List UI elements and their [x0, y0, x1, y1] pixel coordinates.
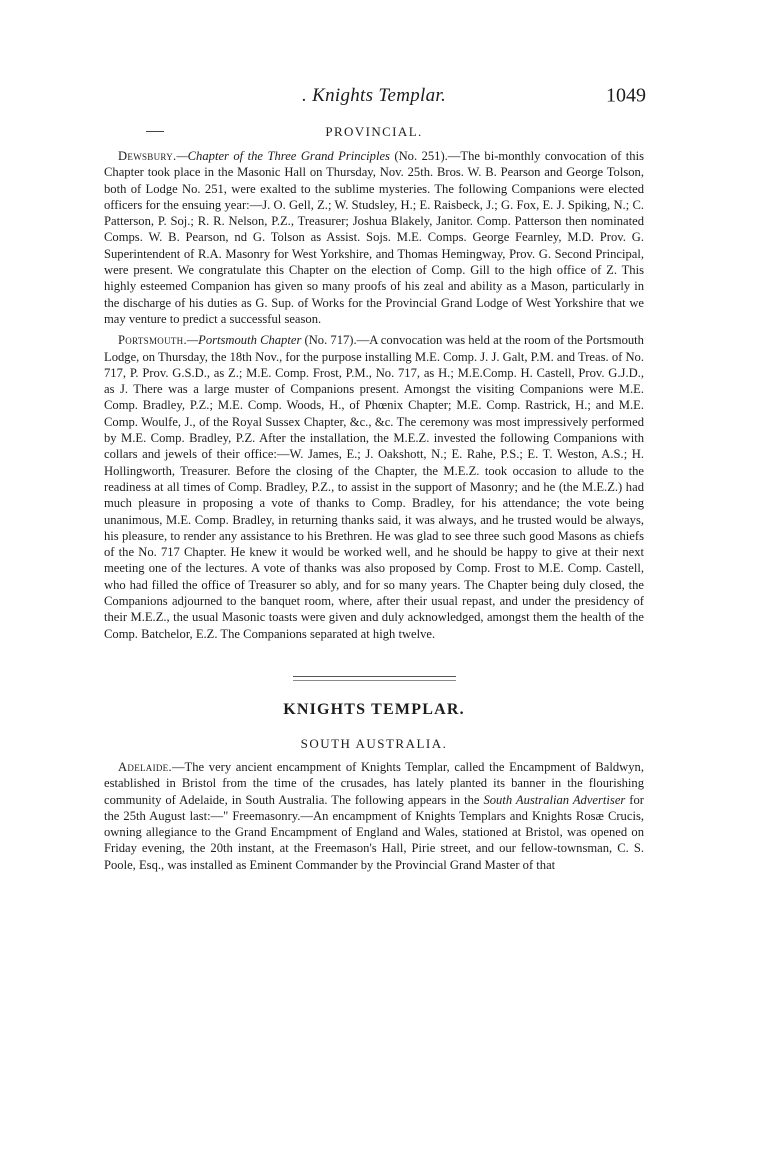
knights-templar-heading: KNIGHTS TEMPLAR.	[283, 700, 465, 718]
south-australia-heading: SOUTH AUSTRALIA.	[300, 735, 448, 751]
adelaide-text-after: for the 25th August last:—" Freemasonry.—An encampment of Knights Templars and Knights Rosæ Crucis, owning allegiance to the Grand Encampment of England and Wales, stationed at Bristol, was opened on Friday evening, the 20th instant, at the Freemason's Hall, Pirie street, and our fellow-townsman, C. S. Poole, Esq., was installed as Eminent Commander by the Provincial Grand Master of that	[104, 792, 644, 872]
section-divider	[293, 676, 456, 681]
newspaper-title: South Australian Advertiser	[483, 792, 626, 807]
portsmouth-text: (No. 717).—A convocation was held at the room of the Portsmouth Lodge, on Thursday, the 18th Nov., for the purpose installing M.E. Comp. J. J. Galt, P.M. and Treas. of No. 717, P. Prov. G.S.D., as Z.; M.E. Comp. Frost, P.M., No. 717, as H.; M.E.Comp. H. Castell, Prov. G.J.D., as J. There was a large muster of Companions present. Amongst the visiting Companions were M.E. Comp. Bradley, P.Z.; M.E. Comp. Woods, H., of Phœnix Chapter; M.E. Comp. Rastrick, H.; and M.E. Comp. Woulfe, J., of the Royal Sussex Chapter, &c., &c. The ceremony was most impressively performed by M.E. Comp. Bradley, P.Z. After the installation, the M.E.Z. invested the following Companions with collars and jewels of their office:—W. James, E.; J. Oakshott, N.; E. Rahe, P.S.; E. T. Weston, A.S.; H. Hollingworth, Treasurer. Before the closing of the Chapter, the M.E.Z. took occasion to allude to the readiness at all times of Comp. Bradley, P.Z., to assist in the support of Masonry; and he (the M.E.Z.) had much pleasure in proposing a vote of thanks to Comp. Bradley, for his attendance; the vote being unanimous, M.E. Comp. Bradley, in returning thanks said, it was always, and he trusted would be always, his pleasure, to render any assistance to his Brethren. He was glad to see three such good Masons as chiefs of the No. 717 Chapter. He knew it would be worked well, and he should be happy to give at their next meeting one of the lectures. A vote of thanks was also proposed by Comp. Frost to M.E. Comp. Castell, who had filled the office of Treasurer so ably, and for so many years. The Chapter being duly closed, the Companions adjourned to the banquet room, where, after their usual repast, and under the presidency of their M.E.Z., the usual Masonic toasts were given and duly acknowledged, amongst them the health of the Comp. Batchelor, E.Z. The Companions separated at high twelve.	[104, 333, 644, 641]
provincial-heading-row	[104, 122, 644, 148]
page-number: 1049	[606, 84, 646, 107]
adelaide-text-before: —The very ancient encampment of Knights Templar, called the Encampment of Baldwyn, established in Bristol from the time of the crusades, has lately planted its banner in the flourishing community of Adelaide, in South Australia. The following appears in the	[104, 759, 644, 807]
dewsbury-chapter-name: —Chapter of the Three Grand Principles	[176, 149, 390, 163]
portsmouth-place: Portsmouth.	[118, 333, 187, 348]
portsmouth-paragraph	[104, 332, 644, 642]
dewsbury-text: (No. 251).—The bi-monthly convocation of this Chapter took place in the Masonic Hall on Thursday, Nov. 25th. Bros. W. B. Pearson and George Tolson, both of Lodge No. 251, were exalted to the sublime mysteries. The following Companions were elected officers for the ensuing year:—J. O. Gell, Z.; W. Studsley, H.; E. Raisbeck, J.; G. Fox, E. J. Spiking, N.; C. Patterson, P. Soj.; R. R. Nelson, P.Z., Treasurer; Joshua Blakely, Janitor. Comp. Patterson then nominated Comps. W. B. Pearson, nd G. Tolson as Assist. Sojs. M.E. Comps. George Fearnley, M.D. Prov. G. Superintendent of R.A. Masonry for West Yorkshire, and Thomas Hemingway, Prov. G. Second Principal, were present. We congratulate this Chapter on the election of Comp. Gill to the high office of Z. This highly esteemed Companion has given so many proofs of his zeal and ability as a Mason, particularly in the discharge of his duties as G. Sup. of Works for the Provincial Grand Lodge of West Yorkshire that we may venture to predict a successful season.	[104, 149, 644, 326]
adelaide-paragraph	[104, 759, 644, 873]
adelaide-place: Adelaide.	[118, 759, 172, 774]
document-page	[104, 68, 644, 873]
portsmouth-chapter-name: —Portsmouth Chapter	[186, 333, 302, 348]
running-head	[104, 68, 646, 107]
provincial-heading: PROVINCIAL.	[325, 124, 423, 139]
divider-line	[293, 676, 456, 677]
running-title: . Knights Templar.	[302, 85, 447, 106]
dewsbury-paragraph	[104, 148, 644, 327]
short-rule	[146, 131, 164, 132]
divider-line	[293, 680, 456, 681]
dewsbury-place: Dewsbury.	[118, 149, 177, 163]
